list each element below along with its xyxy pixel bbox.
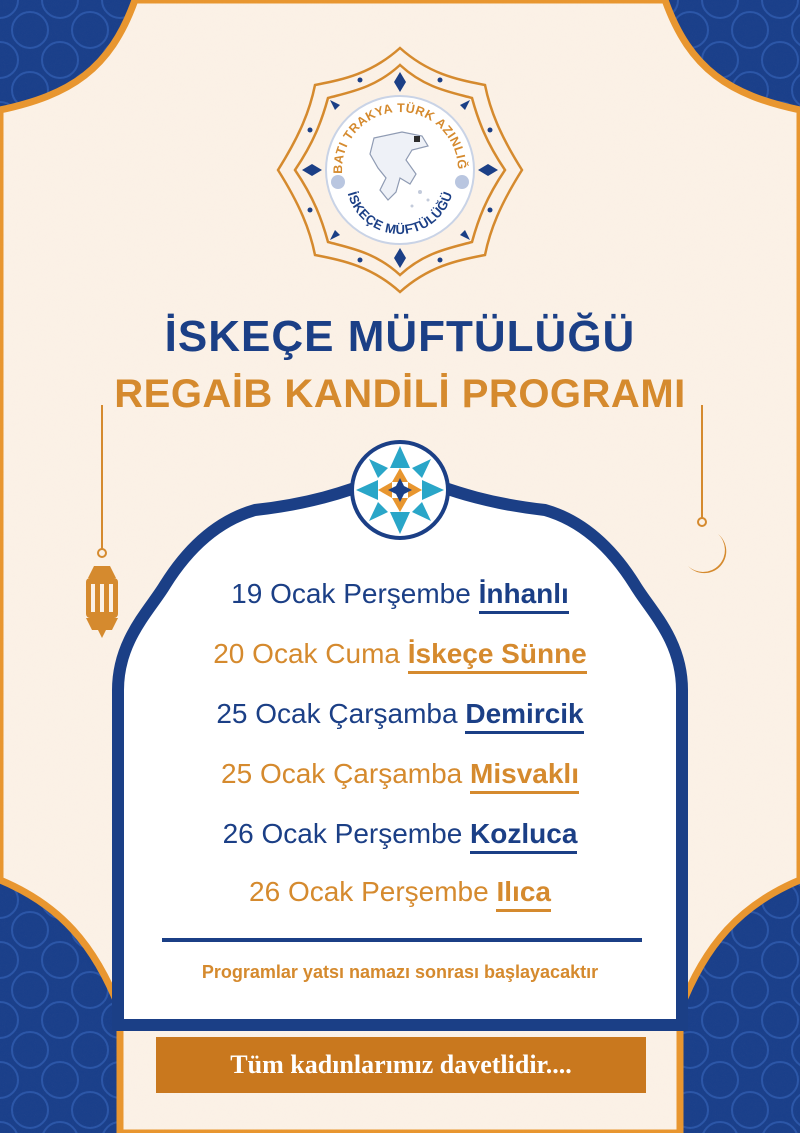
logo-arc-top-text: BATI TRAKYA TÜRK AZINLIĞ	[330, 100, 470, 174]
schedule-date: 19 Ocak Perşembe	[231, 578, 471, 609]
schedule-item	[0, 578, 800, 610]
program-note: Programlar yatsı namazı sonrası başlayacaktır	[201, 962, 599, 982]
schedule-place: Misvaklı	[470, 758, 579, 794]
schedule-date: 26 Ocak Perşembe	[222, 818, 463, 849]
logo	[278, 48, 522, 292]
schedule-item	[0, 818, 800, 850]
page-title: İSKEÇE MÜFTÜLÜĞÜ	[164, 312, 636, 361]
schedule-place: Demircik	[465, 698, 583, 734]
schedule-date: 25 Ocak Çarşamba	[216, 698, 458, 729]
schedule-place: Ilıca	[496, 876, 550, 912]
schedule-place: Kozluca	[470, 818, 577, 854]
schedule-date: 20 Ocak Cuma	[213, 638, 400, 669]
schedule-place: İskeçe Sünne	[408, 638, 587, 674]
schedule-date: 25 Ocak Çarşamba	[221, 758, 463, 789]
schedule-item	[0, 638, 800, 670]
schedule-date: 26 Ocak Perşembe	[249, 876, 489, 907]
schedule-item	[0, 698, 800, 730]
logo-arc-bottom-text: İSKEÇE MÜFTÜLÜĞÜ	[344, 189, 456, 238]
schedule-item	[0, 758, 800, 790]
invitation-banner: Tüm kadınlarımız davetlidir....	[156, 1037, 646, 1093]
schedule-item	[0, 876, 800, 908]
geometric-star-ornament-icon	[352, 442, 448, 538]
schedule-place: İnhanlı	[479, 578, 569, 614]
page-subtitle: REGAİB KANDİLİ PROGRAMI	[114, 372, 686, 416]
